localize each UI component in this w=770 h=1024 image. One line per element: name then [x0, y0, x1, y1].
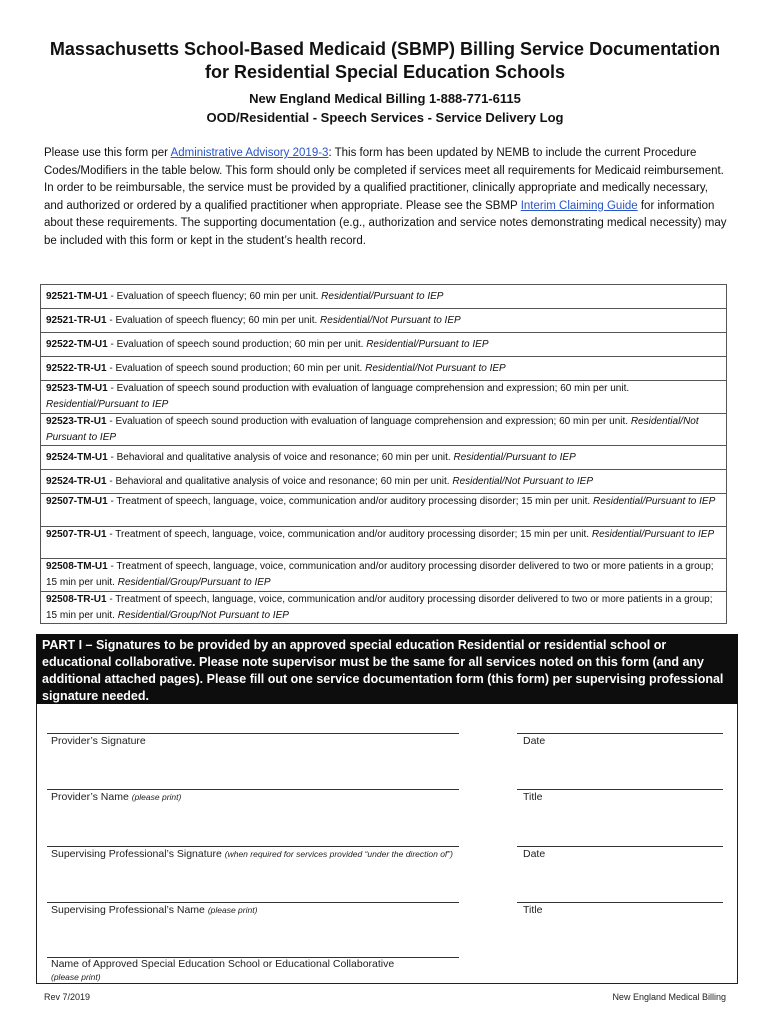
date-label-2: Date — [523, 848, 546, 860]
supervisor-name-label — [51, 904, 257, 917]
code-type: Residential/Pursuant to IEP — [46, 399, 169, 410]
subtitle-block — [0, 89, 770, 127]
code-row — [41, 559, 726, 592]
code-type: Residential/Not Pursuant to IEP — [320, 315, 461, 326]
code-type: Residential/Pursuant to IEP — [321, 291, 444, 302]
code-desc: - Evaluation of speech fluency; 60 min per unit. — [106, 315, 321, 326]
supervisor-name-text: Supervising Professional’s Name — [51, 904, 205, 916]
code: 92523-TM-U1 — [46, 383, 108, 394]
code-desc: - Evaluation of speech sound production; 60 min per unit. — [107, 339, 367, 350]
revision-label: Rev 7/2019 — [44, 992, 91, 1002]
code-row — [41, 309, 726, 333]
code-type: Residential/Not Pursuant to IEP — [365, 363, 506, 374]
code-desc: - Treatment of speech, language, voice, communication and/or auditory processing disorder; 15 min per unit. — [107, 496, 593, 507]
provider-signature-label: Provider’s Signature — [51, 735, 146, 747]
code-row — [41, 494, 726, 527]
intro-text-1: Please use this form per — [44, 147, 171, 159]
code-row — [41, 470, 726, 494]
title-line-2-field[interactable] — [517, 902, 723, 903]
supervisor-signature-label — [51, 848, 461, 861]
code-type: Residential/Not Pursuant to IEP — [46, 415, 699, 443]
title-label-1: Title — [523, 791, 543, 803]
date-line-2[interactable] — [517, 846, 723, 847]
footer-company: New England Medical Billing — [612, 992, 726, 1002]
code: 92524-TM-U1 — [46, 452, 108, 463]
code-type: Residential/Pursuant to IEP — [592, 496, 716, 507]
title-label-2: Title — [523, 904, 543, 916]
provider-name-note: (please print) — [131, 792, 182, 802]
code-desc: - Behavioral and qualitative analysis of voice and resonance; 60 min per unit. — [106, 476, 453, 487]
provider-name-label — [51, 791, 181, 804]
intro-paragraph — [44, 145, 728, 250]
code-row — [41, 592, 726, 625]
intro-text-2: : This form has been updated by NEMB to include the current Procedure Codes/Modifiers in the table below. This form should only be completed if services meet all requirements for Medicaid reimbursement. In order to be reimbursable, the service must be provided by a qualified practitioner, clinically appropriate and medically necessary, and authorized or ordered by a qualified practitioner when appropriate. Please see the SBMP — [44, 147, 724, 212]
code-type: Residential/Not Pursuant to IEP — [452, 476, 593, 487]
date-line-1[interactable] — [517, 733, 723, 734]
provider-name-text: Provider’s Name — [51, 791, 129, 803]
code: 92524-TR-U1 — [46, 476, 107, 487]
code-row — [41, 381, 726, 414]
code-desc: - Evaluation of speech fluency; 60 min per unit. — [107, 291, 322, 302]
code: 92521-TR-U1 — [46, 315, 107, 326]
code: 92522-TM-U1 — [46, 339, 108, 350]
code-desc: - Evaluation of speech sound production with evaluation of language comprehension and expression; 60 min per unit. — [106, 415, 631, 427]
signature-section — [36, 704, 738, 984]
title-line-2: for Residential Special Education Schools — [204, 62, 566, 82]
code-type: Residential/Pursuant to IEP — [591, 528, 715, 540]
code-type: Residential/Pursuant to IEP — [366, 339, 489, 350]
supervisor-signature-text: Supervising Professional’s Signature — [51, 848, 222, 860]
code-desc: - Behavioral and qualitative analysis of voice and resonance; 60 min per unit. — [107, 452, 454, 463]
supervisor-name-line[interactable] — [47, 902, 459, 903]
code-desc: - Treatment of speech, language, voice, communication and/or auditory processing disorder delivered to two or more patients in a group; 15 min per unit. — [46, 593, 713, 621]
intro-text-3: for information about these requirements. The supporting documentation (e.g., authorization and service notes demonstrating medical necessity) may be included with this form or kept in the student’s health record. — [44, 199, 727, 247]
code-row — [41, 527, 726, 560]
code: 92508-TR-U1 — [46, 593, 107, 605]
school-name-label — [51, 958, 394, 984]
code-type: Residential/Group/Pursuant to IEP — [117, 577, 271, 588]
code-row — [41, 446, 726, 470]
code-type: Residential/Group/Not Pursuant to IEP — [117, 609, 289, 621]
code: 92508-TM-U1 — [46, 561, 108, 572]
interim-claiming-guide-link[interactable]: Interim Claiming Guide — [520, 199, 638, 212]
code: 92521-TM-U1 — [46, 291, 108, 302]
part-one-banner: PART I – Signatures to be provided by an approved special education Residential or residential school or educational collaborative. Please note supervisor must be the same for all services noted on this form (and any additional attached pages). Please fill out one service documentation form (this form) per supervising professional signature needed. — [36, 634, 738, 704]
administrative-advisory-link[interactable]: Administrative Advisory 2019-3 — [170, 147, 329, 159]
code: 92522-TR-U1 — [46, 363, 107, 374]
title-line-1: Massachusetts School-Based Medicaid (SBMP) Billing Service Documentation — [49, 39, 721, 59]
code-type: Residential/Pursuant to IEP — [453, 452, 576, 463]
company-phone-line: New England Medical Billing 1-888-771-6115 — [249, 91, 521, 106]
code-desc: - Treatment of speech, language, voice, communication and/or auditory processing disorder; 15 min per unit. — [106, 528, 592, 540]
procedure-codes-table — [40, 284, 727, 624]
code-desc: - Evaluation of speech sound production; 60 min per unit. — [106, 363, 366, 374]
code-row — [41, 285, 726, 309]
code-row — [41, 333, 726, 357]
date-label-1: Date — [523, 735, 546, 747]
code: 92507-TR-U1 — [46, 528, 107, 540]
code: 92507-TM-U1 — [46, 496, 108, 507]
code-row — [41, 357, 726, 381]
title-line-1-field[interactable] — [517, 789, 723, 790]
supervisor-signature-note: (when required for services provided “under the direction of”) — [224, 849, 453, 859]
code: 92523-TR-U1 — [46, 415, 107, 427]
school-name-text: Name of Approved Special Education School or Educational Collaborative — [51, 958, 395, 970]
code-desc: - Treatment of speech, language, voice, communication and/or auditory processing disorder delivered to two or more patients in a group; 15 min per unit. — [46, 561, 714, 588]
provider-signature-line[interactable] — [47, 733, 459, 734]
supervisor-signature-line[interactable] — [47, 846, 459, 847]
code-row — [41, 414, 726, 447]
form-title — [0, 38, 770, 84]
provider-name-line[interactable] — [47, 789, 459, 790]
code-desc: - Evaluation of speech sound production with evaluation of language comprehension and expression; 60 min per unit. — [107, 383, 630, 394]
school-name-note: (please print) — [51, 972, 101, 982]
supervisor-name-note: (please print) — [207, 905, 258, 915]
log-title: OOD/Residential - Speech Services - Service Delivery Log — [206, 110, 564, 125]
